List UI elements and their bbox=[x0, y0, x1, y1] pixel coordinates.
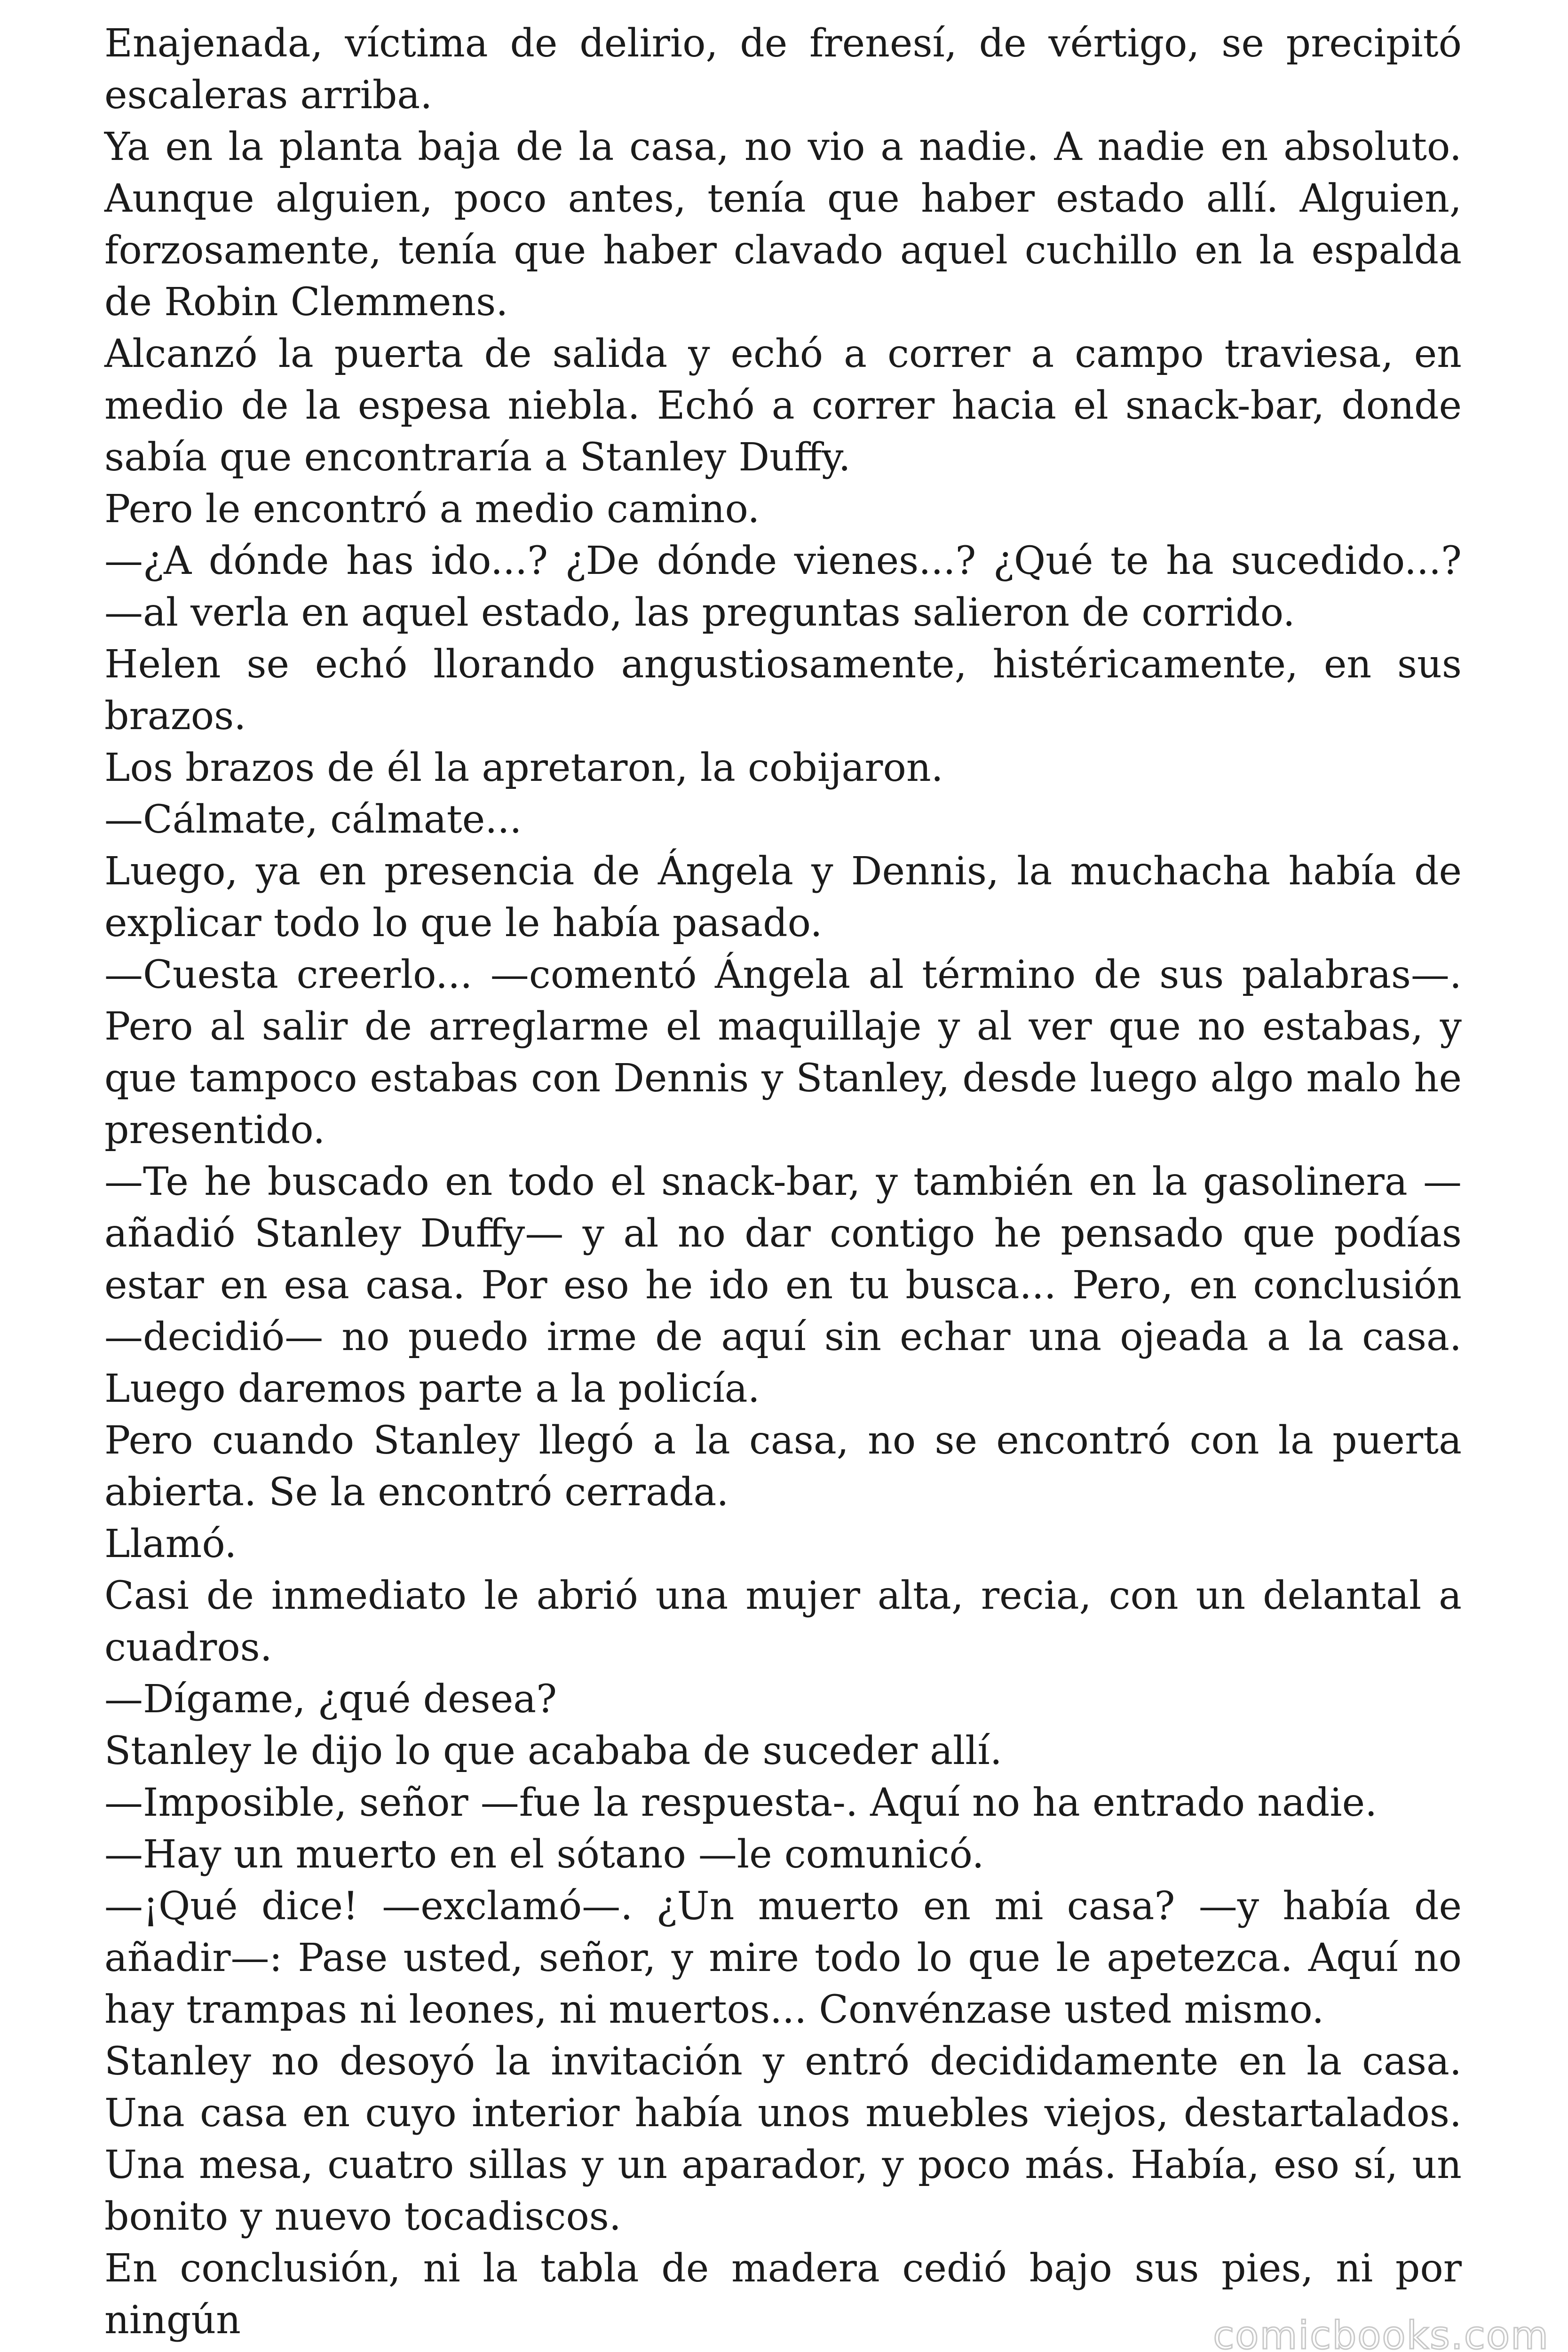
paragraph: Pero le encontró a medio camino. bbox=[104, 487, 760, 532]
paragraph: Enajenada, víctima de delirio, de frenesí, de vértigo, se precipitó escaleras arriba. bbox=[104, 21, 1462, 118]
paragraph: Alcanzó la puerta de salida y echó a correr a campo traviesa, en medio de la espesa niebla. Echó a correr hacia el snack-bar, donde sabía que encontraría a Stanley Duffy. bbox=[104, 332, 1462, 480]
paragraph: Stanley le dijo lo que acababa de suceder allí. bbox=[104, 1729, 1002, 1773]
paragraph: Ya en la planta baja de la casa, no vio a nadie. A nadie en absoluto. Aunque alguien, poco antes, tenía que haber estado allí. Alguien, forzosamente, tenía que haber clavado aquel cuchillo en la espalda de Robin Clemmens. bbox=[104, 125, 1462, 325]
paragraph: —¿A dónde has ido...? ¿De dónde vienes...? ¿Qué te ha sucedido...? —al verla en aquel estado, las preguntas salieron de corrido. bbox=[104, 539, 1462, 635]
paragraph: Llamó. bbox=[104, 1522, 237, 1566]
paragraph: —Hay un muerto en el sótano —le comunicó. bbox=[104, 1832, 984, 1877]
paragraph: —Cuesta creerlo... —comentó Ángela al término de sus palabras—. Pero al salir de arreglarme el maquillaje y al ver que no estabas, y que tampoco estabas con Dennis y Stanley, desde luego algo malo he presentido. bbox=[104, 953, 1462, 1152]
paragraph: Helen se echó llorando angustiosamente, histéricamente, en sus brazos. bbox=[104, 642, 1462, 739]
paragraph: Los brazos de él la apretaron, la cobijaron. bbox=[104, 746, 943, 790]
book-page-text bbox=[104, 18, 1462, 2346]
paragraph: —Cálmate, cálmate... bbox=[104, 797, 522, 842]
paragraph: —Te he buscado en todo el snack-bar, y también en la gasolinera —añadió Stanley Duffy— y al no dar contigo he pensado que podías estar en esa casa. Por eso he ido en tu busca... Pero, en conclusión —decidió— no puedo irme de aquí sin echar una ojeada a la casa. Luego daremos parte a la policía. bbox=[104, 1160, 1462, 1411]
paragraph: Casi de inmediato le abrió una mujer alta, recia, con un delantal a cuadros. bbox=[104, 1573, 1462, 1670]
paragraph: Luego, ya en presencia de Ángela y Dennis, la muchacha había de explicar todo lo que le había pasado. bbox=[104, 849, 1462, 946]
paragraph: —Dígame, ¿qué desea? bbox=[104, 1677, 557, 1722]
paragraph: —¡Qué dice! —exclamó—. ¿Un muerto en mi casa? —y había de añadir—: Pase usted, señor, y mire todo lo que le apetezca. Aquí no hay trampas ni leones, ni muertos... Convénzase usted mismo. bbox=[104, 1884, 1462, 2032]
paragraph: Stanley no desoyó la invitación y entró decididamente en la casa. Una casa en cuyo interior había unos muebles viejos, destartalados. Una mesa, cuatro sillas y un aparador, y poco más. Había, eso sí, un bonito y nuevo tocadiscos. bbox=[104, 2039, 1462, 2239]
paragraph: —Imposible, señor —fue la respuesta-. Aquí no ha entrado nadie. bbox=[104, 1780, 1378, 1825]
paragraph: En conclusión, ni la tabla de madera cedió bajo sus pies, ni por ningún bbox=[104, 2246, 1462, 2343]
watermark: comicbooks.com bbox=[1213, 2313, 1549, 2352]
paragraph: Pero cuando Stanley llegó a la casa, no se encontró con la puerta abierta. Se la encontró cerrada. bbox=[104, 1418, 1462, 1515]
